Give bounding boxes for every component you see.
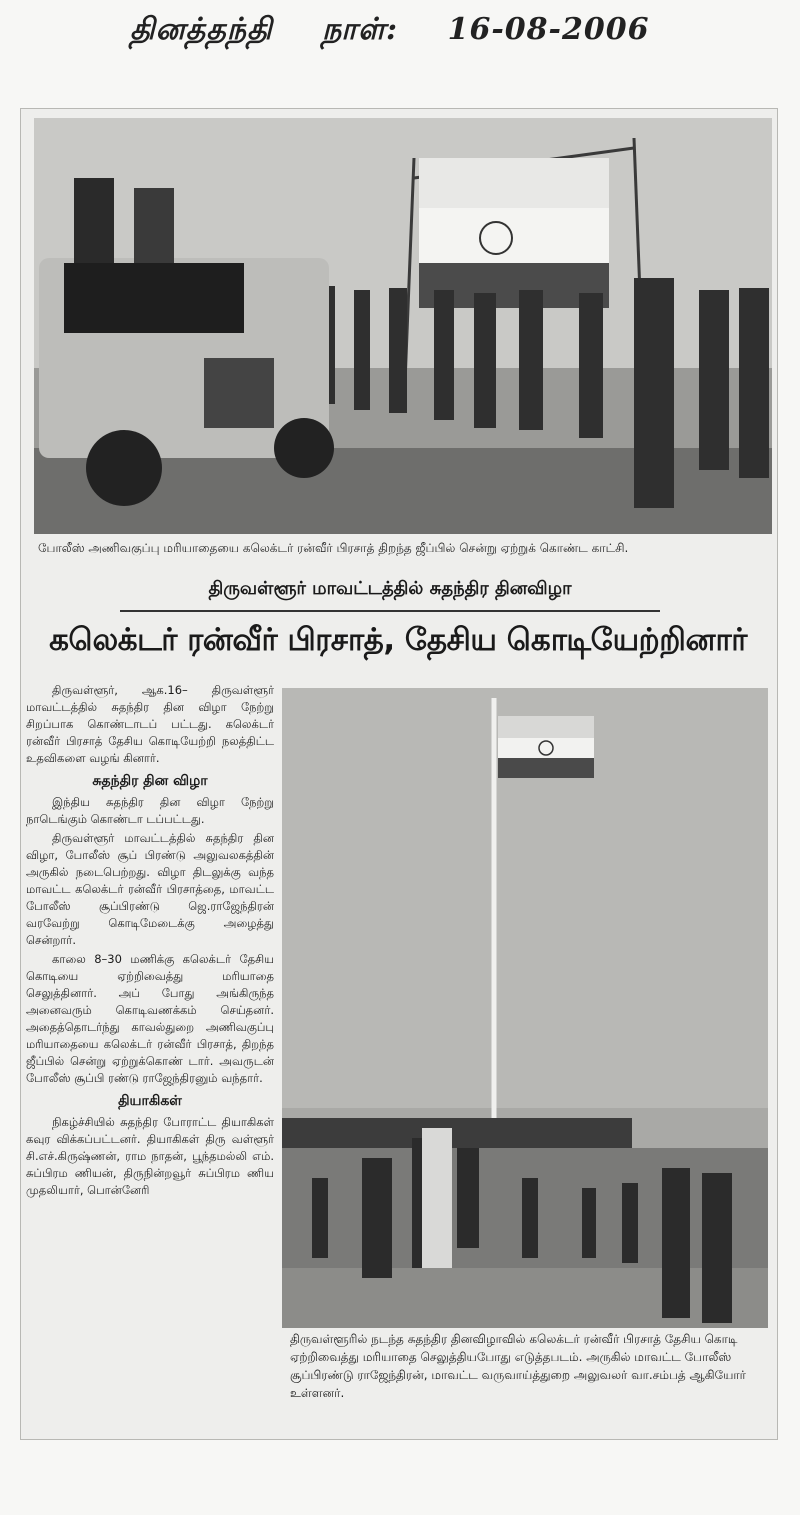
- section-heading: தியாகிகள்: [118, 1093, 182, 1109]
- flag-hoisting-photo: [282, 688, 768, 1328]
- article-headline: கலெக்டர் ரன்வீர் பிரசாத், தேசிய கொடியேற்றினார்: [49, 622, 747, 658]
- article-paragraph: திருவள்ளூர், ஆக.16– திருவள்ளூர் மாவட்டத்தில் சுதந்திர தின விழா நேற்று சிறப்பாக கொண்டாடப் பட்டது. கலெக்டர் ரன்வீர் பிரசாத் தேசிய கொடியேற்றி நலத்திட்ட உதவிகளை வழங் கினார்.: [26, 683, 274, 765]
- article-paragraph: நிகழ்ச்சியில் சுதந்திர போராட்ட தியாகிகள் கவுர விக்கப்பட்டனர். தியாகிகள் திரு வள்ளூர் சி.எச்.கிருஷ்ணன், ராம நாதன், பூந்தமல்லி எம். சுப்பிரம ணியன், திருநின்றவூர் சுப்பிரம ணிய முதலியார், பொன்னேரி: [26, 1115, 274, 1197]
- paper-name: தினத்தந்தி: [130, 12, 273, 47]
- subheadline-rule: [120, 610, 660, 612]
- date-label: நாள்:: [322, 12, 399, 47]
- article-paragraph: இந்திய சுதந்திர தின விழா நேற்று நாடெங்கும் கொண்டா டப்பட்டது.: [26, 795, 274, 826]
- parade-photo-caption: போலீஸ் அணிவகுப்பு மரியாதையை கலெக்டர் ரன்வீர் பிரசாத் திறந்த ஜீப்பில் சென்று ஏற்றுக் கொண்ட காட்சி.: [38, 541, 629, 555]
- date-value: 16-08-2006: [447, 12, 650, 47]
- section-heading: சுதந்திர தின விழா: [92, 773, 208, 789]
- article-paragraph: திருவள்ளூர் மாவட்டத்தில் சுதந்திர தின விழா, போலீஸ் சூப் பிரண்டு அலுவலகத்தின் அருகில் நடைபெற்றது. விழா திடலுக்கு வந்த மாவட்ட கலெக்டர் ரன்வீர் பிரசாத்தை, மாவட்ட போலீஸ் சூப்பிரண்டு ஜெ.ராஜேந்திரன் வரவேற்று கொடிமேடைக்கு அழைத்து சென்றார்.: [26, 831, 274, 947]
- parade-photo: [34, 118, 772, 534]
- article-body-column: [26, 682, 274, 1422]
- article-paragraph: காலை 8–30 மணிக்கு கலெக்டர் தேசிய கொடியை ஏற்றிவைத்து மரியாதை செலுத்தினார். அப் போது அங்கிருந்த அனைவரும் கொடிவணக்கம் செய்தனர். அதைத்தொடர்ந்து காவல்துறை அணிவகுப்பு மரியாதையை கலெக்டர் ரன்வீர் பிரசாத், திறந்த ஜீப்பில் சென்று ஏற்றுக்கொண் டார். அவருடன் போலீஸ் சூப்பி ரண்டு ராஜேந்திரனும் வந்தார்.: [26, 952, 274, 1085]
- article-subheadline: திருவள்ளூர் மாவட்டத்தில் சுதந்திர தினவிழா: [208, 578, 572, 599]
- flag-photo-caption: திருவள்ளூரில் நடந்த சுதந்திர தினவிழாவில் கலெக்டர் ரன்வீர் பிரசாத் தேசிய கொடி ஏற்றிவைத்து மரியாதை செலுத்தியபோது எடுத்தபடம். அருகில் மாவட்ட போலீஸ் சூப்பிரண்டு ராஜேந்திரன், மாவட்ட வருவாய்த்துறை அலுவலர் வா.சம்பத் ஆகியோர் உள்ளனர்.: [290, 1332, 746, 1400]
- handwritten-note: [130, 12, 730, 62]
